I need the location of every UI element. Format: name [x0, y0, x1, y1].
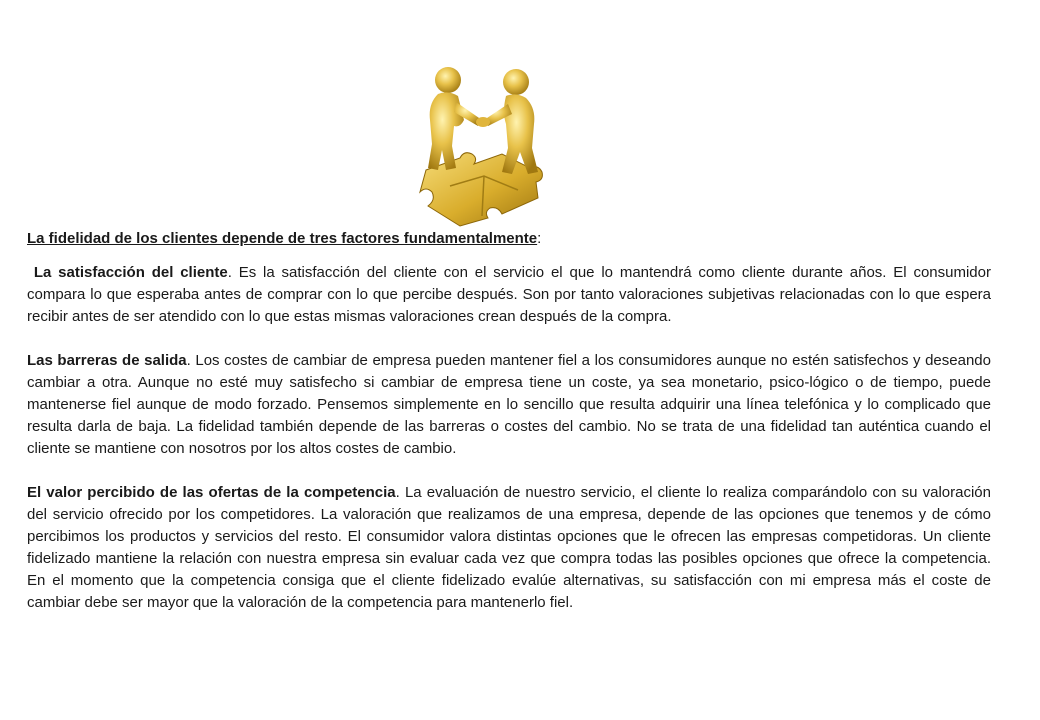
handshake-illustration [398, 58, 568, 228]
paragraph-lead: El valor percibido de las ofertas de la competencia [27, 484, 396, 501]
document-heading [27, 228, 991, 250]
paragraph-body: . Es la satisfacción del cliente con el servicio el que lo mantendrá como cliente durante años. El consumidor compara lo que esperaba antes de comprar con lo que percibe después. Son por tanto valoraciones subjetivas relacionadas con lo que espera recibir antes de ser atendido con lo que estas mismas valoraciones crean después de la compra. [27, 264, 991, 325]
paragraph-body: . Los costes de cambiar de empresa pueden mantener fiel a los consumidores aunque no estén satisfechos y deseando cambiar a otra. Aunque no esté muy satisfecho si cambiar de empresa tiene un coste, ya sea monetario, psico-lógico o de tiempo, puede mantenerse fiel aunque de modo forzado. Pensemos simplemente en lo sencillo que resulta adquirir una línea telefónica y lo complicado que resulta darla de baja. La fidelidad también depende de las barreras o costes del cambio. No se trata de una fidelidad tan auténtica cuando el cliente se mantiene con nosotros por los altos costes de cambio. [27, 352, 991, 457]
paragraph-body: . La evaluación de nuestro servicio, el cliente lo realiza comparándolo con su valoración del servicio ofrecido por los competidores. La valoración que realizamos de una empresa, depende de las opciones que tenemos y de cómo percibimos los productos y servicios del resto. El consumidor valora distintas opciones que le ofrecen las empresas competidoras. Un cliente fidelizado mantiene la relación con nuestra empresa sin evaluar cada vez que compra todas las posibles opciones que ofrece la competencia. En el momento que la competencia consiga que el cliente fidelizado evalúe alternativas, su satisfacción con mi empresa más el coste de cambiar debe ser mayor que la valoración de la competencia para mantenerlo fiel. [27, 484, 991, 611]
paragraph-exit-barriers [27, 350, 991, 460]
paragraph-satisfaction [27, 262, 991, 328]
document-body [27, 228, 991, 636]
handshake-puzzle-figures-icon [398, 58, 568, 228]
paragraph-lead: La satisfacción del cliente [33, 264, 228, 281]
paragraph-lead: Las barreras de salida [27, 352, 187, 369]
paragraph-competition-value [27, 482, 991, 614]
heading-suffix: : [537, 230, 542, 247]
heading-text: La fidelidad de los clientes depende de tres factores fundamentalmente [27, 230, 538, 247]
